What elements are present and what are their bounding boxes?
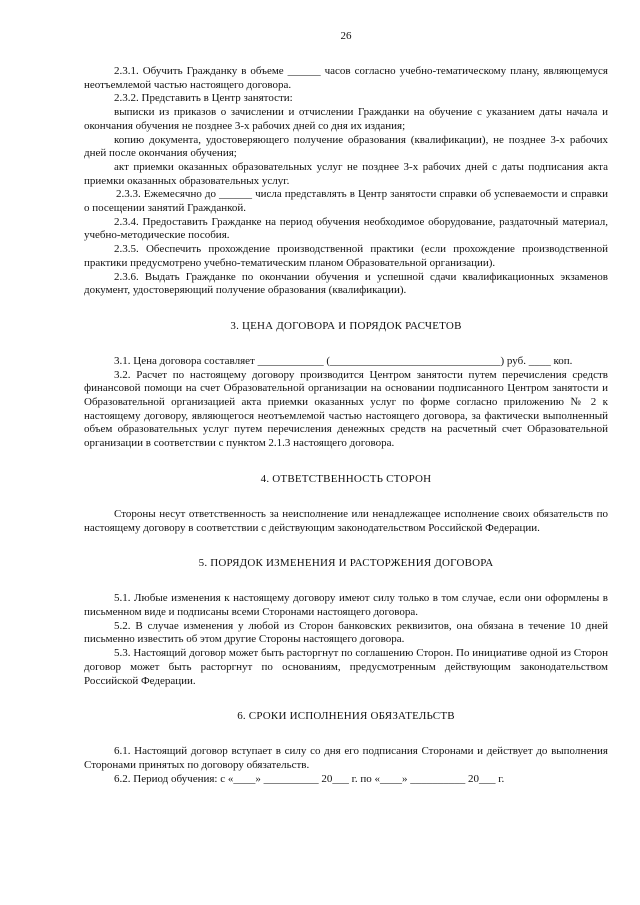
clause-2-3-1: 2.3.1. Обучить Гражданку в объеме ______ часов согласно учебно-тематическому плану, являющемуся неотъемлемой частью настоящего договора. bbox=[84, 65, 608, 91]
section-2-continuation bbox=[84, 65, 608, 298]
section-3-heading: 3. ЦЕНА ДОГОВОРА И ПОРЯДОК РАСЧЕТОВ bbox=[230, 319, 462, 332]
section-6-heading: 6. СРОКИ ИСПОЛНЕНИЯ ОБЯЗАТЕЛЬСТВ bbox=[237, 710, 455, 723]
clause-2-3-2-item-1: выписки из приказов о зачислении и отчислении Гражданки на обучение с указанием даты начала и окончания обучения не позднее 3-х рабочих дней со дня их издания; bbox=[84, 106, 608, 132]
clause-2-3-4: 2.3.4. Предоставить Гражданке на период обучения необходимое оборудование, раздаточный материал, учебно-методические пособия. bbox=[84, 215, 608, 242]
clause-4-1: Стороны несут ответственность за неисполнение или ненадлежащее исполнение своих обязательств по настоящему договору в соответствии с действующим законодательством Российской Федерации. bbox=[84, 507, 608, 534]
page-number: 26 bbox=[340, 30, 352, 42]
clause-3-2: 3.2. Расчет по настоящему договору производится Центром занятости путем перечисления средств финансовой помощи на счет Образовательной организации на основании подписанного Центром занятости и Образовательной организацией акта приемки оказанных услуг по форме согласно приложению № 2 к настоящему договору, являющегося неотъемлемой частью настоящего договора, за фактически выполненный объем образовательных услуг путем перечисления денежных средств на расчетный счет Образовательной организации в соответствии с пунктом 2.1.3 настоящего договора. bbox=[84, 368, 608, 450]
clause-2-3-3: 2.3.3. Ежемесячно до ______ числа представлять в Центр занятости справки об успеваемости и справки о посещении занятий Гражданкой. bbox=[84, 188, 608, 215]
clause-2-3-2-item-2: копию документа, удостоверяющего получение образования (квалификации), не позднее 3-х рабочих дней после окончания обучения; bbox=[84, 133, 608, 160]
clause-2-3-2-item-3: акт приемки оказанных образовательных услуг не позднее 3-х рабочих дней с даты подписания акта приемки оказанных образовательных услуг. bbox=[84, 160, 608, 187]
clause-6-2: 6.2. Период обучения: с «____» __________ 20___ г. по «____» __________ 20___ г. bbox=[114, 772, 505, 785]
section-4-heading: 4. ОТВЕТСТВЕННОСТЬ СТОРОН bbox=[260, 472, 432, 485]
section-5-heading: 5. ПОРЯДОК ИЗМЕНЕНИЯ И РАСТОРЖЕНИЯ ДОГОВОРА bbox=[198, 557, 494, 570]
clause-5-2: 5.2. В случае изменения у любой из Сторон банковских реквизитов, она обязана в течение 10 дней письменно известить об этом другие Стороны настоящего договора. bbox=[84, 619, 608, 646]
clause-6-1: 6.1. Настоящий договор вступает в силу со дня его подписания Сторонами и действует до выполнения Сторонами принятых по договору обязательств. bbox=[84, 745, 608, 771]
clause-2-3-5: 2.3.5. Обеспечить прохождение производственной практики (если прохождение производственной практики предусмотрено учебно-тематическим планом Образовательной организации). bbox=[84, 243, 608, 269]
clause-2-3-6: 2.3.6. Выдать Гражданке по окончании обучения и успешной сдачи квалификационных экзаменов документ, удостоверяющий получение образования (квалификации). bbox=[84, 270, 608, 297]
clause-5-3: 5.3. Настоящий договор может быть расторгнут по соглашению Сторон. По инициативе одной из Сторон договор может быть расторгнут по основаниям, предусмотренным действующим законодательством Российской Федерации. bbox=[84, 647, 608, 687]
document-page bbox=[84, 30, 608, 786]
clause-3-1: 3.1. Цена договора составляет ____________ (_______________________________) руб. ____ коп. bbox=[114, 354, 573, 367]
clause-2-3-2: 2.3.2. Представить в Центр занятости: bbox=[114, 92, 293, 105]
clause-5-1: 5.1. Любые изменения к настоящему договору имеют силу только в том случае, если они оформлены в письменном виде и подписаны всеми Сторонами настоящего договора. bbox=[84, 592, 608, 618]
